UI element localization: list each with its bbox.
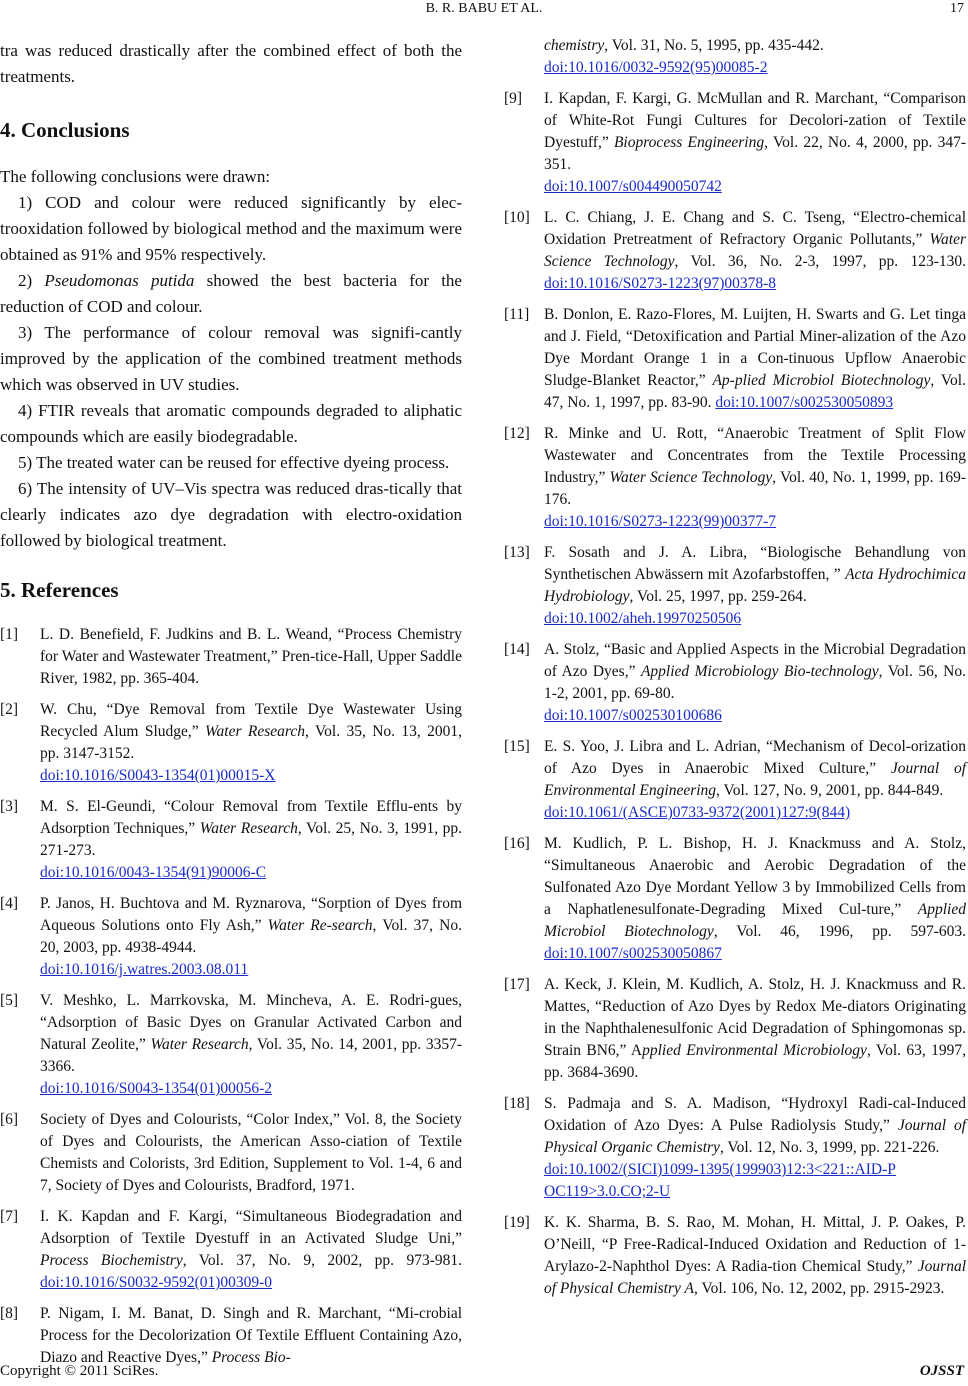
reference-number: [4] xyxy=(0,895,19,912)
reference-text xyxy=(40,1109,462,1197)
reference-doi-link[interactable]: doi:10.1016/0043-1354(91)90006-C xyxy=(40,864,267,881)
right-column xyxy=(504,35,966,1309)
reference-details: , Vol. 106, No. 12, 2002, pp. 2915-2923. xyxy=(693,1280,945,1297)
reference-authors-title: K. K. Sharma, B. S. Rao, M. Mohan, H. Mittal, J. P. Oakes, P. O’Neill, “P Free-Radical-Induced Oxidation and Reduction of 1-Arylazo-2-Naphthol Dyes: A Radia-tion Chemical Study,” xyxy=(544,1214,966,1275)
reference-text xyxy=(544,88,966,198)
reference-details: , Vol. 36, No. 2-3, 1997, pp. 123-130. xyxy=(674,253,967,270)
reference-doi-link[interactable]: doi:10.1016/0032-9592(95)00085-2 xyxy=(544,59,768,76)
reference-details: , Vol. 31, No. 5, 1995, pp. 435-442. xyxy=(604,37,824,54)
conclusion-item: 1) COD and colour were reduced significantly by elec-trooxidation followed by biological method and the maximum were obtained as 91% and 95% respectively. xyxy=(0,193,462,264)
reference-item xyxy=(0,1109,462,1197)
reference-journal: Journal of Environmental Engineering xyxy=(544,760,966,799)
conclusions-intro: The following conclusions were drawn: xyxy=(0,167,271,186)
reference-item xyxy=(504,1093,966,1203)
reference-item xyxy=(0,893,462,981)
reference-doi-link[interactable]: doi:10.1061/(ASCE)0733-9372(2001)127:9(844) xyxy=(544,804,851,821)
reference-number: [16] xyxy=(504,835,530,852)
reference-item xyxy=(504,639,966,727)
reference-journal: Bioprocess Engineering xyxy=(613,134,765,151)
reference-text xyxy=(40,699,462,787)
reference-doi-link[interactable]: doi:10.1016/j.watres.2003.08.011 xyxy=(40,961,249,978)
reference-number xyxy=(504,35,544,79)
reference-doi-link[interactable]: doi:10.1007/s002530100686 xyxy=(544,707,722,724)
reference-details: , Vol. 46, 1996, pp. 597-603. xyxy=(713,923,966,940)
reference-authors-title: V. Meshko, L. Marrkovska, M. Mincheva, A. E. Rodri-gues, “Adsorption of Basic Dyes on Granular Activated Carbon and Natural Zeolite,” xyxy=(40,992,462,1053)
reference-text xyxy=(40,1206,462,1294)
reference-authors-title: B. Donlon, E. Razo-Flores, M. Luijten, H. Swarts and G. Let tinga and J. Field, “Detoxification and Partial Miner-alization of the Azo Dye Mordant Orange 1 in a Con-tinuous Upflow Anaerobic Sludge-Blanket Reactor,” xyxy=(544,306,966,389)
conclusions-heading: 4. Conclusions xyxy=(0,118,130,142)
reference-authors-title: Society of Dyes and Colourists, “Color Index,” Vol. 8, the Society of Dyes and Colourists, the American Asso-ciation of Textile Chemists and Colorists, 3rd Edition, Supplement to Vol. 1-4, 6 and 7, Society of Dyes and Colourists, Bradford, 1971. xyxy=(40,1111,462,1194)
reference-journal: Water Re-search xyxy=(267,917,373,934)
reference-text xyxy=(40,1303,462,1369)
reference-authors-title: L. D. Benefield, F. Judkins and B. L. Weand, “Process Chemistry for Water and Wastewater Treatment,” Pren-tice-Hall, Upper Saddle River, 1982, pp. 365-404. xyxy=(40,626,462,687)
reference-number: [15] xyxy=(504,738,530,755)
reference-journal: Acta Hydrochimica Hydrobiology xyxy=(544,566,966,605)
reference-authors-title: S. Padmaja and S. A. Madison, “Hydroxyl Radi-cal-Induced Oxidation of Azo Dyes: A Pulse Radiolysis Study,” xyxy=(544,1095,966,1134)
reference-number: [19] xyxy=(504,1214,530,1231)
left-column xyxy=(0,38,462,1378)
reference-number: [11] xyxy=(504,306,530,323)
reference-authors-title: R. Minke and U. Rott, “Anaerobic Treatment of Split Flow Wastewater and Concentrates from the Textile Processing Industry,” xyxy=(544,425,966,486)
reference-number: [8] xyxy=(0,1305,19,1322)
reference-authors-title: E. S. Yoo, J. Libra and L. Adrian, “Mechanism of Decol-orization of Azo Dyes in Anaerobic Mixed Culture,” xyxy=(544,738,966,777)
copyright-text: Copyright © 2011 SciRes. xyxy=(0,1363,159,1379)
reference-journal: chemistry xyxy=(544,37,605,54)
reference-text xyxy=(544,304,966,414)
reference-text xyxy=(544,833,966,965)
conclusion-text: showed the best bacteria for the reduction of COD and colour. xyxy=(0,271,462,316)
reference-details: , Vol. 127, No. 9, 2001, pp. 844-849. xyxy=(716,782,944,799)
reference-number: [14] xyxy=(504,641,530,658)
conclusion-item xyxy=(0,268,462,320)
reference-doi-link[interactable]: doi:10.1016/S0043-1354(01)00056-2 xyxy=(40,1080,273,1097)
reference-item xyxy=(504,1212,966,1300)
reference-details: , Vol. 37, No. 20, 2003, pp. 4938-4944. xyxy=(40,917,462,956)
reference-authors-title: P. Nigam, I. M. Banat, D. Singh and R. Marchant, “Mi-crobial Process for the Decolorization Of Textile Effluent Containing Azo, Diazo and Reactive Dyes,” xyxy=(40,1305,462,1366)
reference-doi-link[interactable]: doi:10.1007/s004490050742 xyxy=(544,178,722,195)
reference-text xyxy=(40,990,462,1100)
reference-doi-link[interactable]: doi:10.1016/S0043-1354(01)00015-X xyxy=(40,767,276,784)
reference-journal: Water Science Technology xyxy=(544,231,966,270)
reference-text xyxy=(544,35,966,79)
conclusion-item: 4) FTIR reveals that aromatic compounds degraded to aliphatic compounds which are easily biodegradable. xyxy=(0,401,462,446)
reference-number: [1] xyxy=(0,626,19,643)
reference-doi-link[interactable]: doi:10.1002/aheh.19970250506 xyxy=(544,610,742,627)
reference-journal: Journal of Physical Organic Chemistry xyxy=(544,1117,967,1156)
reference-item xyxy=(504,542,966,630)
reference-journal: Water Research xyxy=(199,820,298,837)
references-list-right xyxy=(504,35,966,1300)
reference-text xyxy=(544,1093,966,1203)
reference-text xyxy=(544,423,966,533)
page-number: 17 xyxy=(950,1,964,16)
reference-doi-link[interactable]: doi:10.1016/S0032-9592(01)00309-0 xyxy=(40,1274,273,1291)
reference-authors-title: M. Kudlich, P. L. Bishop, H. J. Knackmuss and A. Stolz, “Simultaneous Anaerobic and Aerobic Degradation of the Sulfonated Azo Dye Mordant Yellow 3 by Immobilized Cells from a Naphatlenesulfonate-Degrading Mixed Cul-ture,” xyxy=(544,835,966,918)
reference-item xyxy=(0,1206,462,1294)
reference-text xyxy=(544,639,966,727)
reference-text xyxy=(544,207,966,295)
reference-item xyxy=(504,833,966,965)
reference-item xyxy=(0,699,462,787)
reference-details: , Vol. 47, No. 1, 1997, pp. 83-90. xyxy=(544,372,966,411)
reference-doi-link[interactable]: doi:10.1007/s002530050867 xyxy=(544,945,722,962)
reference-authors-title: P. Janos, H. Buchtova and M. Ryznarova, “Sorption of Dyes from Aqueous Solutions onto Fly Ash,” xyxy=(40,895,462,934)
reference-journal: Process Biochemistry xyxy=(40,1252,183,1269)
reference-journal: pplied Environmental Microbiology xyxy=(642,1042,867,1059)
reference-number: [2] xyxy=(0,701,19,718)
journal-abbrev: OJSST xyxy=(919,1363,964,1379)
reference-number: [18] xyxy=(504,1095,530,1112)
reference-details: , Vol. 12, No. 3, 1999, pp. 221-226. xyxy=(719,1139,940,1156)
conclusion-item: 5) The treated water can be reused for effective dyeing process. xyxy=(18,453,450,472)
reference-doi-link[interactable]: doi:10.1016/S0273-1223(99)00377-7 xyxy=(544,513,777,530)
reference-authors-title: I. K. Kapdan and F. Kargi, “Simultaneous Biodegradation and Adsorption of Textile Dyestuff in an Activated Sludge Uni,” xyxy=(40,1208,462,1247)
reference-details: , Vol. 35, No. 13, 2001, pp. 3147-3152. xyxy=(40,723,462,762)
reference-journal: Applied Microbiology Bio-technology xyxy=(640,663,879,680)
reference-journal: Water Science Technology xyxy=(609,469,773,486)
reference-details: , Vol. 22, No. 4, 2000, pp. 347-351. xyxy=(544,134,966,173)
reference-item xyxy=(0,796,462,884)
reference-item xyxy=(504,88,966,198)
page-header xyxy=(0,0,968,20)
reference-text xyxy=(544,974,966,1084)
reference-item xyxy=(504,304,966,414)
reference-text xyxy=(40,796,462,884)
reference-journal: Process Bio- xyxy=(211,1349,291,1366)
references-list-left xyxy=(0,624,462,1369)
reference-number: [17] xyxy=(504,976,530,993)
reference-item xyxy=(0,1303,462,1369)
reference-journal: Journal of Physical Chemistry A xyxy=(544,1258,966,1297)
reference-details: , Vol. 63, 1997, pp. 3684-3690. xyxy=(544,1042,966,1081)
conclusion-item: 3) The performance of colour removal was signifi-cantly improved by the application of the combined treatment methods which was observed in UV studies. xyxy=(0,323,462,394)
reference-journal: Applied Microbiol Biotechnology xyxy=(544,901,966,940)
running-title: B. R. BABU ET AL. xyxy=(425,1,543,16)
reference-item xyxy=(504,974,966,1084)
reference-number: [13] xyxy=(504,544,530,561)
reference-item xyxy=(504,736,966,824)
reference-number: [3] xyxy=(0,798,19,815)
reference-number: [9] xyxy=(504,90,523,107)
species-name: Pseudomonas putida xyxy=(44,271,195,290)
reference-details: , Vol. 37, No. 9, 2002, pp. 973-981. xyxy=(182,1252,462,1269)
reference-text xyxy=(544,736,966,824)
reference-number: [7] xyxy=(0,1208,19,1225)
reference-doi-link[interactable]: doi:10.1002/(SICI)1099-1395(199903)12:3<221::AID-P OC119>3.0.CO;2-U xyxy=(544,1161,896,1200)
reference-authors-title: F. Sosath and J. A. Libra, “Biologische Behandlung von Synthetischen Abwässern mit Azofarbstoffen, ” xyxy=(544,544,966,583)
reference-authors-title: I. Kapdan, F. Kargi, G. McMullan and R. Marchant, “Comparison of White-Rot Fungi Cultures for Decolori-zation of Textile Dyestuff,” xyxy=(544,90,966,151)
reference-item xyxy=(504,423,966,533)
reference-text xyxy=(544,542,966,630)
reference-item xyxy=(0,990,462,1100)
reference-journal: Water Research xyxy=(150,1036,249,1053)
reference-number: [12] xyxy=(504,425,530,442)
reference-details: , Vol. 40, No. 1, 1999, pp. 169-176. xyxy=(544,469,966,508)
reference-journal: Ap-plied Microbiol Biotechnology xyxy=(712,372,931,389)
reference-item xyxy=(504,35,966,79)
reference-text xyxy=(40,893,462,981)
reference-number: [5] xyxy=(0,992,19,1009)
reference-journal: Water Research xyxy=(205,723,305,740)
reference-number: [10] xyxy=(504,209,530,226)
conclusion-item: 6) The intensity of UV–Vis spectra was reduced dras-tically that clearly indicates azo dye degradation with electro-oxidation followed by biological treatment. xyxy=(0,479,462,550)
reference-doi-link[interactable]: doi:10.1007/s002530050893 xyxy=(715,394,894,411)
references-heading: 5. References xyxy=(0,578,119,602)
reference-authors-title: A. Stolz, “Basic and Applied Aspects in the Microbial Degradation of Azo Dyes,” xyxy=(544,641,966,680)
reference-item xyxy=(0,624,462,690)
reference-doi-link[interactable]: doi:10.1016/S0273-1223(97)00378-8 xyxy=(544,275,777,292)
reference-details: , Vol. 25, 1997, pp. 259-264. xyxy=(629,588,807,605)
reference-text xyxy=(40,624,462,690)
reference-authors-title: W. Chu, “Dye Removal from Textile Dye Wastewater Using Recycled Alum Sludge,” xyxy=(40,701,462,740)
reference-authors-title: M. S. El-Geundi, “Colour Removal from Textile Efflu-ents by Adsorption Techniques,” xyxy=(40,798,462,837)
reference-number: [6] xyxy=(0,1111,19,1128)
reference-item xyxy=(504,207,966,295)
reference-authors-title: L. C. Chiang, J. E. Chang and S. C. Tseng, “Electro-chemical Oxidation Pretreatment of Refractory Organic Pollutants,” xyxy=(544,209,966,248)
reference-details: , Vol. 35, No. 14, 2001, pp. 3357-3366. xyxy=(40,1036,462,1075)
conclusions-list xyxy=(0,190,462,554)
reference-authors-title: A. Keck, J. Klein, M. Kudlich, A. Stolz, H. J. Knackmuss and R. Mattes, “Reduction of Azo Dyes by Redox Me-diators Originating in the Naphthalenesulfonic Acid Degradation of Sphingomonas sp. Strain BN6,” A xyxy=(544,976,966,1059)
conclusion-number: 2) xyxy=(18,271,45,290)
reference-details: , Vol. 25, No. 3, 1991, pp. 271-273. xyxy=(40,820,462,859)
continuation-text: tra was reduced drastically after the combined effect of both the treatments. xyxy=(0,41,462,86)
reference-details: , Vol. 56, No. 1-2, 2001, pp. 69-80. xyxy=(544,663,966,702)
reference-text xyxy=(544,1212,966,1300)
